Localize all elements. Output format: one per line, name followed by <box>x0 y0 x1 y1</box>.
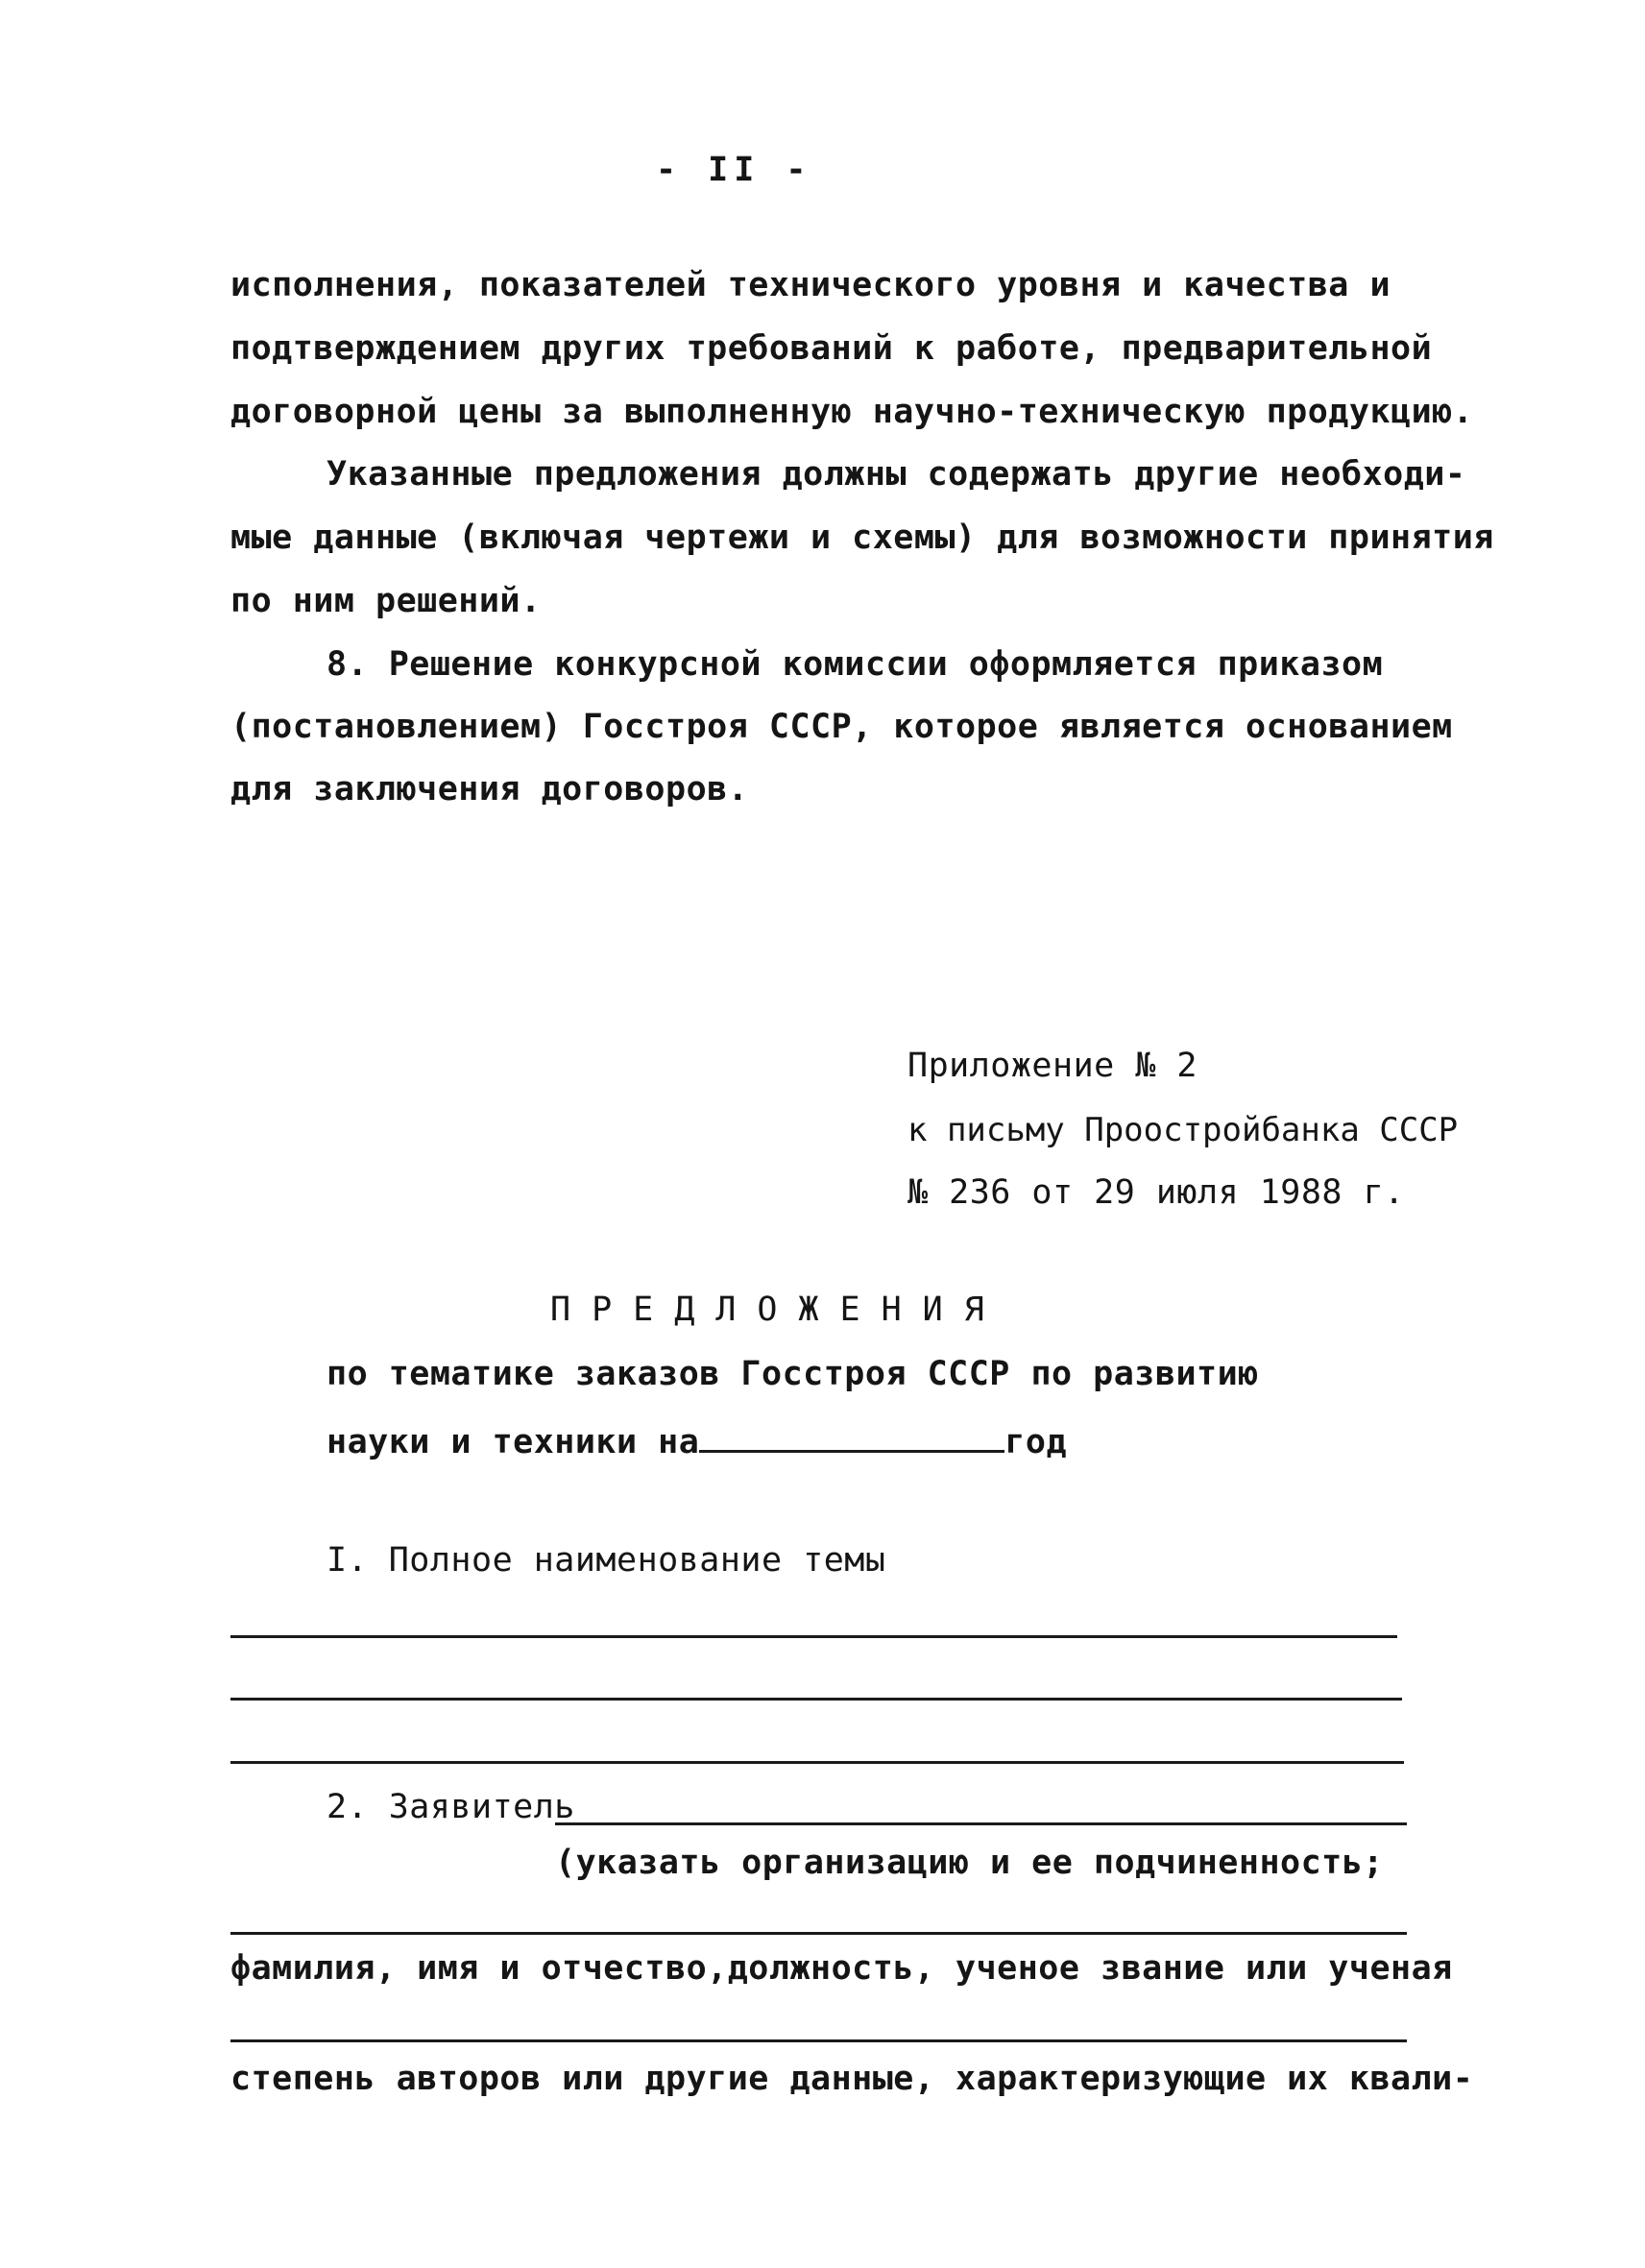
paragraph-3-line-3: для заключения договоров. <box>230 770 749 808</box>
note-line-3: степень авторов или другие данные, характеризующие их квали- <box>230 2060 1474 2098</box>
theme-name-line-1[interactable] <box>230 1635 1397 1638</box>
paragraph-2-line-1: Указанные предложения должны содержать другие необходи- <box>327 455 1466 494</box>
form-subtitle-prefix: науки и техники на <box>327 1423 700 1461</box>
form-title: ПРЕДЛОЖЕНИЯ <box>550 1291 1005 1329</box>
item-2-label: 2. Заявитель <box>327 1788 575 1826</box>
paragraph-2-line-3: по ним решений. <box>230 582 542 620</box>
note-line-2: фамилия, имя и отчество,должность, ученое звание или ученая <box>230 1949 1453 1988</box>
theme-name-line-2[interactable] <box>230 1698 1402 1701</box>
form-subtitle-line-2 <box>327 1421 1067 1460</box>
paragraph-3-line-2: (постановлением) Госстроя СССР, которое является основанием <box>230 708 1453 746</box>
item-1-label: I. Полное наименование темы <box>327 1541 886 1580</box>
year-blank-field[interactable] <box>699 1421 1004 1453</box>
paragraph-1-line-2: подтверждением других требований к работе, предварительной <box>230 329 1433 368</box>
paragraph-3-line-1: 8. Решение конкурсной комиссии оформляется приказом <box>327 645 1384 684</box>
appendix-number: Приложение № 2 <box>907 1047 1198 1085</box>
form-subtitle-line-1: по тематике заказов Госстроя СССР по развитию <box>327 1355 1259 1393</box>
theme-name-line-3[interactable] <box>230 1761 1404 1764</box>
page-number: - II - <box>656 151 812 189</box>
paragraph-1-line-3: договорной цены за выполненную научно-техническую продукцию. <box>230 393 1474 431</box>
form-subtitle-suffix: год <box>1004 1423 1068 1461</box>
paragraph-2-line-2: мые данные (включая чертежи и схемы) для возможности принятия <box>230 519 1494 557</box>
applicant-field-line[interactable] <box>555 1822 1407 1825</box>
item-2-note: (указать организацию и ее подчиненность; <box>555 1844 1384 1882</box>
appendix-letter-reference: к письму Проостройбанка СССР <box>907 1111 1459 1149</box>
paragraph-1-line-1: исполнения, показателей технического уровня и качества и <box>230 266 1391 304</box>
appendix-letter-date: № 236 от 29 июля 1988 г. <box>907 1173 1405 1212</box>
applicant-details-line-2[interactable] <box>230 2039 1407 2042</box>
applicant-details-line-1[interactable] <box>230 1932 1407 1935</box>
